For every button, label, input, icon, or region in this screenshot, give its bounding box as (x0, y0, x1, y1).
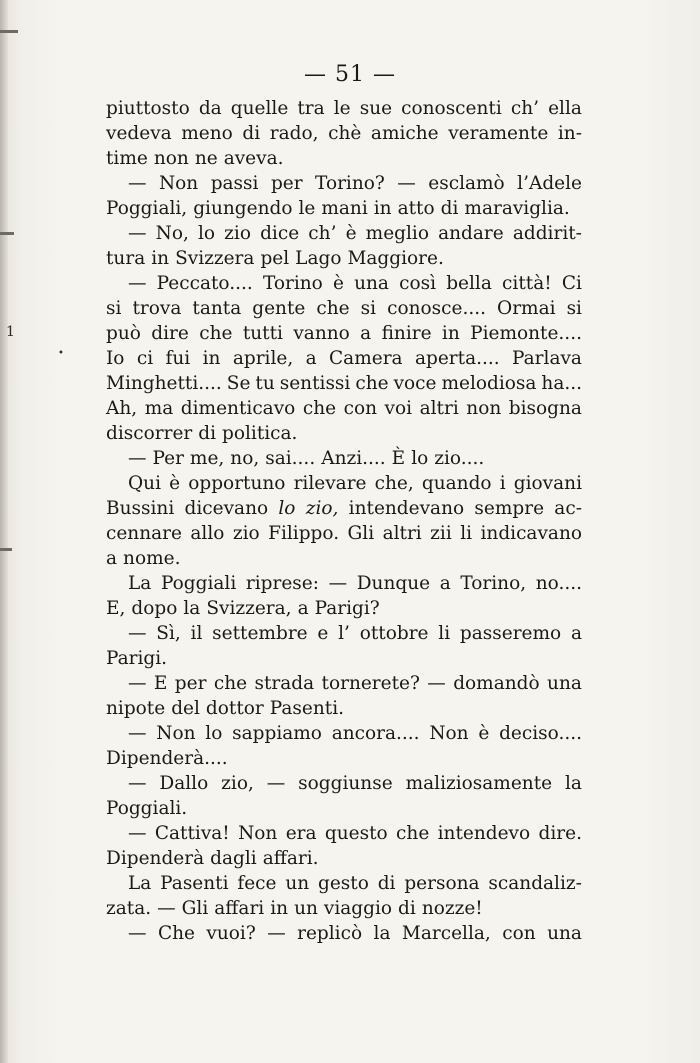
text-line (106, 821, 582, 846)
word: no.... (535, 573, 582, 594)
word: sempre (474, 498, 545, 519)
word: ac- (554, 498, 582, 519)
word: che (199, 323, 233, 344)
text-line (106, 496, 582, 521)
text-line (106, 446, 582, 471)
word: Parigi? (314, 598, 380, 619)
word: passeremo (459, 623, 562, 644)
word: affari (214, 898, 265, 919)
word: addirit- (512, 223, 582, 244)
word: li (438, 623, 451, 644)
word: che, (374, 473, 414, 494)
word: conoscenti (401, 98, 502, 119)
word: passi (210, 173, 259, 194)
word: amiche (370, 123, 439, 144)
word: Dunque (356, 573, 431, 594)
word: intendevano (348, 498, 465, 519)
word: dopo (131, 598, 178, 619)
word: Non (158, 173, 199, 194)
word: zata. (106, 898, 152, 919)
word: con (343, 398, 378, 419)
text-line (106, 846, 582, 871)
word: dice (260, 223, 300, 244)
word: Non (429, 723, 469, 744)
word: nipote (106, 698, 166, 719)
word: quelle (230, 98, 289, 119)
word: Anzi.... (321, 448, 386, 469)
word: a (305, 348, 317, 369)
text-line (106, 596, 582, 621)
text-line (106, 271, 582, 296)
word: l’Adele (517, 173, 582, 194)
word: Parlava (512, 348, 582, 369)
word: aveva. (223, 148, 284, 169)
word: giungendo (193, 198, 293, 219)
word: tura (106, 248, 146, 269)
word: meno (181, 123, 233, 144)
word: un (294, 898, 318, 919)
word: quando (421, 473, 492, 494)
word: — (397, 173, 416, 194)
word: fece (237, 873, 277, 894)
text-line (106, 421, 582, 446)
binding-mark (0, 548, 12, 551)
word: in (373, 198, 392, 219)
word: Sì, (156, 623, 181, 644)
word: piuttosto (106, 98, 190, 119)
text-line (106, 696, 582, 721)
word: — (128, 723, 147, 744)
word: lo (411, 448, 429, 469)
word: in- (557, 123, 582, 144)
word: — (128, 823, 147, 844)
word: dire. (538, 823, 582, 844)
word: a (439, 573, 451, 594)
binding-mark (0, 232, 14, 235)
word: ella (548, 98, 582, 119)
word: Cattiva! (154, 823, 230, 844)
word: time (106, 148, 148, 169)
word: è (478, 723, 490, 744)
word: — (266, 773, 286, 794)
text-line (106, 346, 582, 371)
word: — (157, 898, 176, 919)
word: in (151, 248, 170, 269)
text-line (106, 296, 582, 321)
text-line (106, 896, 582, 921)
word: che (316, 298, 350, 319)
word: Dipenderà (106, 848, 205, 869)
word: Lago (295, 248, 342, 269)
word: gesto (318, 873, 369, 894)
word: zio (232, 523, 260, 544)
word: per (174, 673, 207, 694)
word: affari. (262, 848, 319, 869)
word: per (270, 173, 303, 194)
word: Torino (262, 273, 323, 294)
word: È (391, 448, 406, 469)
word: rado, (269, 123, 319, 144)
word: la (373, 923, 391, 944)
word: e (317, 623, 329, 644)
word: — (128, 173, 147, 194)
word: tornerete? (321, 673, 420, 694)
word: andare (438, 223, 504, 244)
word: tanta (192, 298, 242, 319)
word: la (565, 773, 582, 794)
text-line (106, 171, 582, 196)
word: Torino? (315, 173, 385, 194)
text-line (106, 571, 582, 596)
page-number: — 51 — (304, 62, 396, 87)
word: Gli (181, 898, 209, 919)
word: zio, (221, 773, 254, 794)
word: di (440, 198, 459, 219)
word: allo (190, 523, 225, 544)
word: rilevare (293, 473, 367, 494)
text-line (106, 921, 582, 946)
word: del (171, 698, 200, 719)
word: sentissi (279, 373, 351, 394)
word: ci (136, 348, 154, 369)
word: Non (156, 723, 196, 744)
word: zii (430, 523, 452, 544)
word: — (128, 273, 147, 294)
word: Poggiali, (106, 198, 188, 219)
word: voce (393, 373, 437, 394)
word: Svizzera, (206, 598, 292, 619)
word: replicò (297, 923, 363, 944)
margin-mark-dot: • (58, 348, 64, 359)
word: non (153, 148, 189, 169)
word: melodiosa (441, 373, 537, 394)
text-line (106, 96, 582, 121)
word: si (566, 298, 582, 319)
word: il (190, 623, 203, 644)
word: nozze! (421, 898, 483, 919)
text-line (106, 521, 582, 546)
word: bisogna (508, 398, 582, 419)
word: zio.... (434, 448, 485, 469)
text-line (106, 871, 582, 896)
word: di (242, 123, 261, 144)
word: — (128, 673, 147, 694)
word: i (499, 473, 506, 494)
word: tra (297, 98, 325, 119)
word: indicavano (480, 523, 582, 544)
word: Gli (347, 523, 375, 544)
word: dagli (210, 848, 257, 869)
word: me, (189, 448, 225, 469)
word: lo (197, 223, 216, 244)
text-line (106, 671, 582, 696)
word: Parigi. (106, 648, 168, 669)
word: Se (226, 373, 251, 394)
word: discorrer (106, 423, 193, 444)
word: voi (384, 398, 413, 419)
word: in (270, 898, 289, 919)
word: ch’ (510, 98, 540, 119)
word: da (198, 98, 222, 119)
word: a (297, 598, 309, 619)
word: in (202, 348, 221, 369)
word: maliziosamente (405, 773, 553, 794)
text-line (106, 121, 582, 146)
margin-mark-number: 1 (6, 324, 15, 340)
word: non (466, 398, 502, 419)
word: Piemonte.... (470, 323, 582, 344)
text-line (106, 546, 582, 571)
word: aperta.... (414, 348, 500, 369)
word: la (183, 598, 201, 619)
word: a (360, 323, 372, 344)
text-line (106, 621, 582, 646)
word: ancora.... (331, 723, 420, 744)
word: scandaliz- (488, 873, 582, 894)
word: si (106, 298, 122, 319)
word: riprese: (245, 573, 319, 594)
word: pel (260, 248, 290, 269)
word: ottobre (359, 623, 429, 644)
word: città! (502, 273, 552, 294)
word: conosce.... (387, 298, 486, 319)
word: a (106, 548, 118, 569)
word: ch’ (308, 223, 337, 244)
word: Camera (329, 348, 403, 369)
word: vuoi? (206, 923, 256, 944)
word: è (169, 473, 181, 494)
word: finire (381, 323, 432, 344)
word: dicevano (184, 498, 269, 519)
word: trova (132, 298, 182, 319)
word: meglio (365, 223, 429, 244)
word: La (128, 573, 152, 594)
word: altri (419, 398, 459, 419)
text-line (106, 771, 582, 796)
word: di (377, 873, 396, 894)
word: che (213, 673, 248, 694)
word: Non (238, 823, 278, 844)
word: Peccato.... (156, 273, 253, 294)
word: Pasenti (160, 873, 229, 894)
text-line (106, 246, 582, 271)
word: Maggiore. (347, 248, 444, 269)
word: dire (151, 323, 189, 344)
word: gente (252, 298, 306, 319)
word: Ormai (497, 298, 556, 319)
body-text (106, 96, 582, 946)
word: si (360, 298, 377, 319)
word: Poggiali (160, 573, 237, 594)
word: Dipenderà.... (106, 748, 228, 769)
text-line (106, 721, 582, 746)
word: chè (328, 123, 362, 144)
word: lo (205, 723, 223, 744)
word: sappiamo (232, 723, 322, 744)
word: bella (446, 273, 492, 294)
word: — (128, 773, 147, 794)
word: No, (155, 223, 189, 244)
text-line (106, 146, 582, 171)
word: intendevo (437, 823, 531, 844)
word: La (128, 873, 152, 894)
word: una (547, 673, 582, 694)
word: Filippo. (268, 523, 340, 544)
word: tu (255, 373, 275, 394)
word: Minghetti.... (106, 373, 222, 394)
word: una (354, 273, 389, 294)
word: altri (382, 523, 422, 544)
word: è (345, 223, 357, 244)
word: zio (224, 223, 251, 244)
word: Torino, (460, 573, 527, 594)
text-line (106, 471, 582, 496)
text-line (106, 196, 582, 221)
text-line (106, 321, 582, 346)
word: settembre (212, 623, 308, 644)
word: mani (321, 198, 368, 219)
word: Svizzera (175, 248, 255, 269)
word: fui (165, 348, 191, 369)
text-line (106, 746, 582, 771)
word: di (198, 423, 216, 444)
word: Che (157, 923, 195, 944)
word: Dallo (159, 773, 209, 794)
word: sue (359, 98, 393, 119)
word: ne (194, 148, 218, 169)
page-binding-edge (0, 0, 8, 1063)
word: viaggio (323, 898, 393, 919)
word: le (298, 198, 316, 219)
word: lo (278, 498, 296, 519)
text-line (106, 646, 582, 671)
word: veramente (448, 123, 549, 144)
word: — (128, 448, 147, 469)
word: — (128, 623, 147, 644)
word: deciso.... (499, 723, 582, 744)
word: può (106, 323, 141, 344)
word: aprile, (232, 348, 294, 369)
word: Bussini (106, 498, 175, 519)
word: questo (324, 823, 388, 844)
word: Qui (128, 473, 161, 494)
word: a (570, 623, 582, 644)
word: domandò (453, 673, 540, 694)
word: li (460, 523, 473, 544)
word: era (285, 823, 317, 844)
word: Io (106, 348, 125, 369)
word: E, (106, 598, 126, 619)
word: sai.... (265, 448, 316, 469)
word: zio, (305, 498, 339, 519)
word: con (502, 923, 536, 944)
word: — (128, 923, 147, 944)
word: in (441, 323, 460, 344)
word: Poggiali. (106, 798, 188, 819)
word: maraviglia. (464, 198, 570, 219)
word: tutti (242, 323, 283, 344)
word: ha... (541, 373, 582, 394)
word: — (328, 573, 348, 594)
binding-mark (0, 30, 18, 33)
word: che (396, 823, 430, 844)
word: cennare (106, 523, 182, 544)
word: è (332, 273, 344, 294)
word: Per (152, 448, 184, 469)
word: no, (230, 448, 260, 469)
word: un (285, 873, 310, 894)
word: Ci (561, 273, 582, 294)
word: Pasenti. (269, 698, 345, 719)
word: così (399, 273, 437, 294)
text-line (106, 796, 582, 821)
word: politica. (222, 423, 298, 444)
text-line (106, 396, 582, 421)
word: ma (144, 398, 174, 419)
word: opportuno (188, 473, 286, 494)
word: le (333, 98, 351, 119)
word: atto (397, 198, 435, 219)
word: strada (254, 673, 315, 694)
word: soggiunse (298, 773, 393, 794)
word: Marcella, (401, 923, 491, 944)
word: — (267, 923, 286, 944)
word: l’ (338, 623, 350, 644)
word: — (427, 673, 446, 694)
word: giovani (513, 473, 582, 494)
word: una (547, 923, 582, 944)
word: nome. (123, 548, 181, 569)
word: dottor (205, 698, 264, 719)
word: che (302, 398, 337, 419)
word: vanno (293, 323, 350, 344)
word: persona (404, 873, 480, 894)
word: vedeva (106, 123, 172, 144)
word: di (398, 898, 416, 919)
word: E (153, 673, 168, 694)
word: — (128, 223, 147, 244)
text-line (106, 371, 582, 396)
text-line (106, 221, 582, 246)
word: che (355, 373, 389, 394)
word: esclamò (428, 173, 505, 194)
word: Ah, (106, 398, 138, 419)
word: dimenticavo (180, 398, 296, 419)
